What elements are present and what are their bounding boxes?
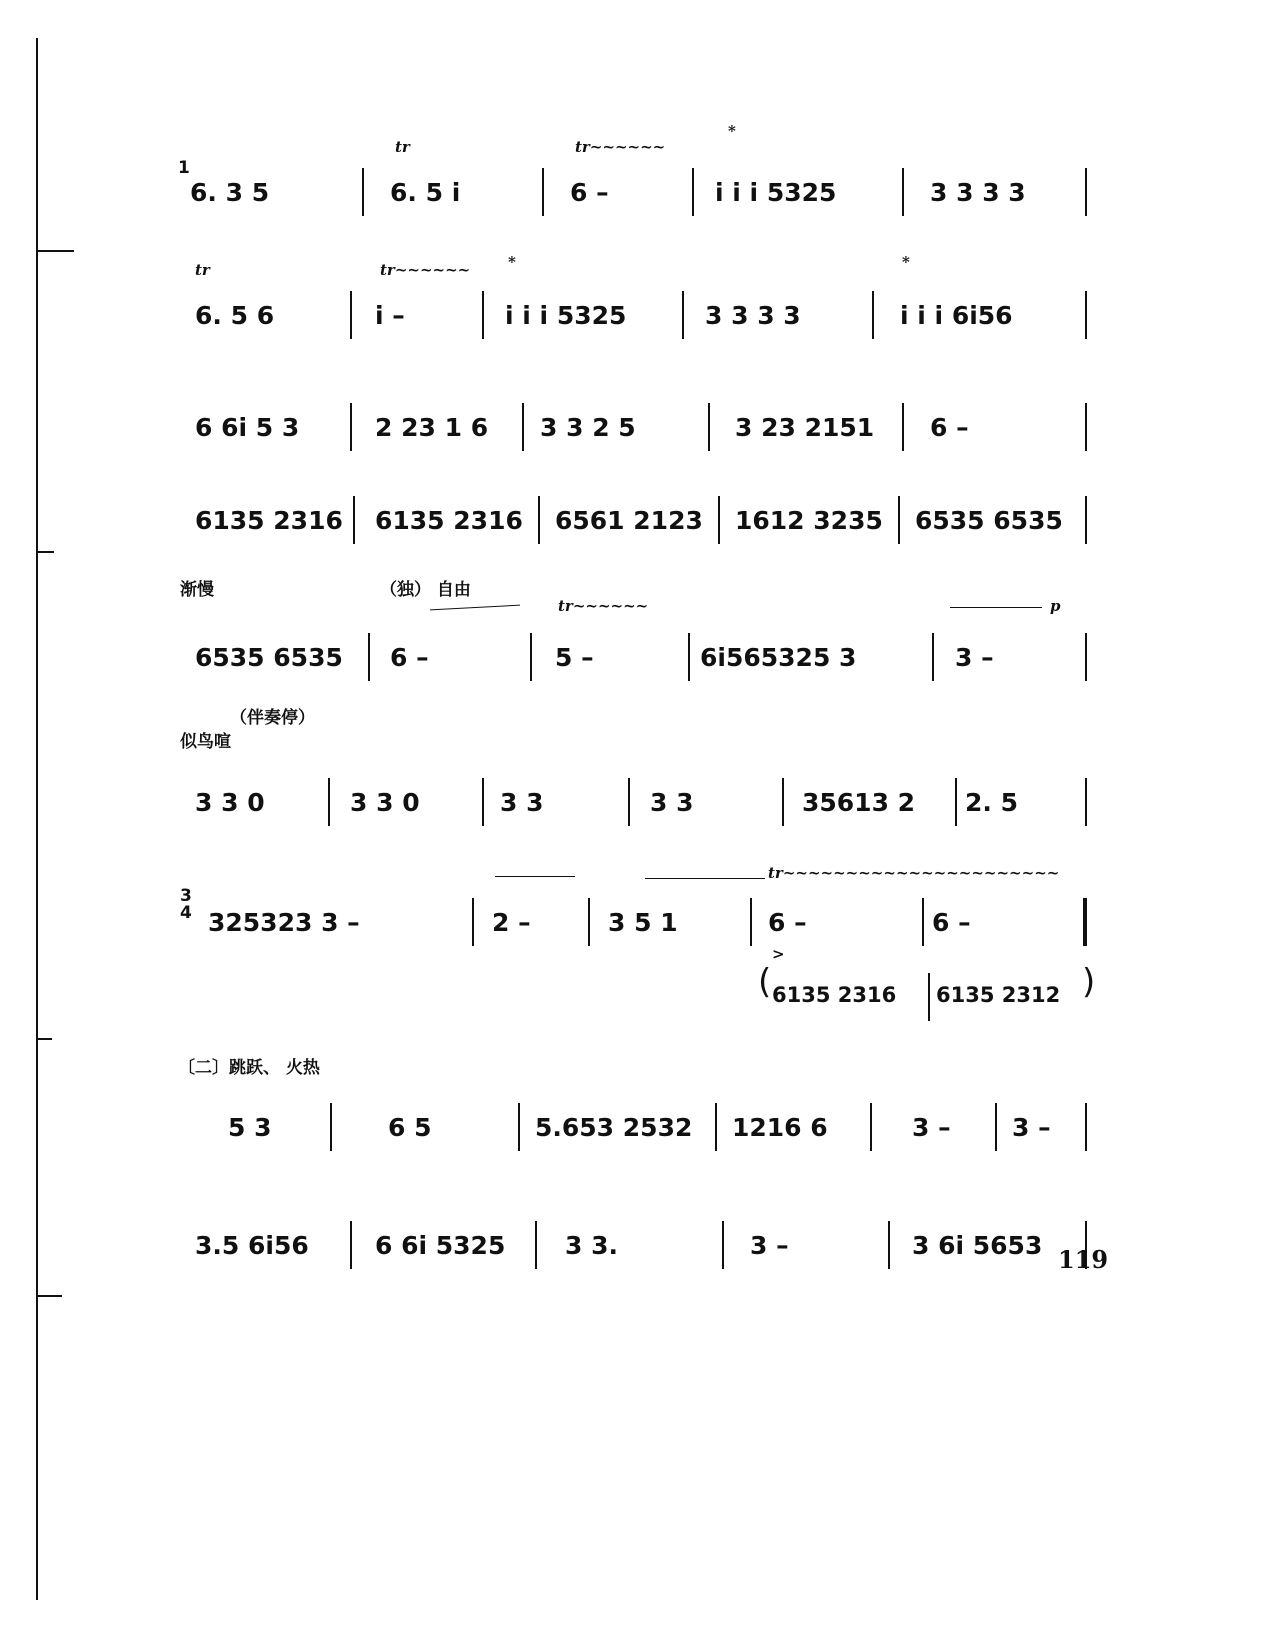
measure: 6535 6535: [195, 643, 343, 672]
measure: 6. 3 5: [190, 178, 270, 207]
measure: 1216 6: [732, 1113, 828, 1142]
staff-row: [190, 488, 1140, 558]
barline: [1085, 403, 1087, 451]
section-heading: 〔二〕跳跃、 火热: [178, 1058, 320, 1078]
barline: [682, 291, 684, 339]
accent-mark: >: [772, 945, 785, 963]
barline: [628, 778, 630, 826]
measure: 6. 5 i: [390, 178, 461, 207]
measure: 325323 3 –: [208, 908, 360, 937]
measure: 6 –: [570, 178, 609, 207]
barline: [482, 778, 484, 826]
measure: 3.5 6i56: [195, 1231, 309, 1260]
measure: 6135 2312: [936, 983, 1061, 1007]
measure: 3 23 2151: [735, 413, 875, 442]
measure: 6 –: [930, 413, 969, 442]
barline: [708, 403, 710, 451]
barline: [522, 403, 524, 451]
trill-mark: tr: [195, 261, 210, 279]
barline: [1085, 633, 1087, 681]
barline: [588, 898, 590, 946]
margin-mark: [38, 551, 54, 553]
decrescendo-hairpin: [950, 607, 1042, 608]
measure: 3 3 2 5: [540, 413, 636, 442]
staff-row: [190, 395, 1140, 465]
measure: 6 5: [388, 1113, 432, 1142]
measure: 3 3: [500, 788, 544, 817]
measure: 3 –: [1012, 1113, 1051, 1142]
grace-note: 1: [178, 158, 190, 178]
measure: 2. 5: [965, 788, 1018, 817]
barline: [782, 778, 784, 826]
barline: [482, 291, 484, 339]
measure: 6 –: [768, 908, 807, 937]
barline: [472, 898, 474, 946]
tempo-marking: 渐慢: [180, 580, 214, 600]
open-paren: (: [758, 962, 772, 1002]
time-signature: [180, 888, 192, 922]
performance-marking: （独） 自由: [380, 580, 471, 600]
barline: [692, 168, 694, 216]
barline: [535, 1221, 537, 1269]
barline: [538, 496, 540, 544]
barline: [955, 778, 957, 826]
barline: [350, 1221, 352, 1269]
measure: 3 3 3 3: [705, 301, 801, 330]
staff-row: [190, 770, 1140, 840]
page-binding-line: [36, 38, 38, 1600]
staff-row: [190, 1095, 1140, 1165]
barline: [718, 496, 720, 544]
decrescendo-hairpin: [430, 605, 520, 611]
barline: [902, 403, 904, 451]
measure: i i i 6i56: [900, 301, 1013, 330]
decrescendo-hairpin: [495, 876, 575, 877]
measure: 3 3 0: [195, 788, 265, 817]
trill-mark: tr~~~~~~: [380, 261, 471, 279]
measure: 5.653 2532: [535, 1113, 693, 1142]
barline: [1083, 898, 1087, 946]
staff-row: [180, 864, 1140, 960]
measure: 6535 6535: [915, 506, 1063, 535]
barline: [518, 1103, 520, 1151]
barline: [898, 496, 900, 544]
staff-row: [190, 945, 1140, 1035]
staff-row: [190, 597, 1140, 695]
barline: [715, 1103, 717, 1151]
barline: [688, 633, 690, 681]
measure: 5 –: [555, 643, 594, 672]
barline: [750, 898, 752, 946]
barline: [995, 1103, 997, 1151]
barline: [722, 1221, 724, 1269]
measure: i –: [375, 301, 405, 330]
measure: 6i565325 3: [700, 643, 857, 672]
measure: 3 –: [750, 1231, 789, 1260]
measure: 5 3: [228, 1113, 272, 1142]
margin-mark: [38, 1295, 62, 1297]
trill-mark: tr~~~~~~: [575, 138, 666, 156]
barline: [1085, 496, 1087, 544]
measure: 3 3 0: [350, 788, 420, 817]
ornament-mark: *: [728, 122, 736, 140]
measure: 6. 5 6: [195, 301, 275, 330]
barline: [902, 168, 904, 216]
page-number: 119: [1058, 1245, 1109, 1274]
expression-marking: 似鸟喧: [180, 732, 231, 752]
measure: i i i 5325: [715, 178, 837, 207]
measure: 6 –: [932, 908, 971, 937]
barline: [368, 633, 370, 681]
barline: [1085, 778, 1087, 826]
measure: 3 3: [650, 788, 694, 817]
measure: 35613 2: [802, 788, 916, 817]
barline: [362, 168, 364, 216]
barline: [872, 291, 874, 339]
barline: [1085, 291, 1087, 339]
measure: 6135 2316: [772, 983, 897, 1007]
measure: 6 6i 5325: [375, 1231, 506, 1260]
measure: 3 5 1: [608, 908, 678, 937]
barline: [330, 1103, 332, 1151]
ornament-mark: *: [508, 253, 516, 271]
measure: 6 6i 5 3: [195, 413, 300, 442]
barline: [1085, 1103, 1087, 1151]
measure: 6 –: [390, 643, 429, 672]
margin-mark: [38, 1038, 52, 1040]
margin-mark: [38, 250, 74, 252]
time-signature-bottom: 4: [180, 903, 192, 923]
barline: [350, 403, 352, 451]
trill-mark: tr~~~~~~~~~~~~~~~~~~~~~~: [768, 864, 1060, 882]
barline: [353, 496, 355, 544]
measure: i i i 5325: [505, 301, 627, 330]
time-signature-top: 3: [180, 886, 192, 906]
trill-mark: tr~~~~~~: [558, 597, 649, 615]
staff-row: [190, 253, 1140, 353]
dynamic-mark: p: [1050, 597, 1061, 615]
close-paren: ): [1082, 962, 1096, 1002]
measure: 6135 2316: [195, 506, 343, 535]
ornament-mark: *: [902, 253, 910, 271]
staff-row: [190, 1213, 1140, 1283]
barline: [328, 778, 330, 826]
barline: [1085, 168, 1087, 216]
measure: 2 –: [492, 908, 531, 937]
decrescendo-hairpin: [645, 878, 765, 879]
barline: [870, 1103, 872, 1151]
measure: 2 23 1 6: [375, 413, 489, 442]
barline: [922, 898, 924, 946]
barline: [928, 973, 930, 1021]
measure: 3 3.: [565, 1231, 618, 1260]
barline: [542, 168, 544, 216]
measure: 3 –: [955, 643, 994, 672]
measure: 1612 3235: [735, 506, 883, 535]
measure: 6561 2123: [555, 506, 703, 535]
accompaniment-note: （伴奏停）: [230, 708, 315, 728]
measure: 6135 2316: [375, 506, 523, 535]
barline: [888, 1221, 890, 1269]
measure: 3 3 3 3: [930, 178, 1026, 207]
measure: 3 –: [912, 1113, 951, 1142]
staff-row: [178, 122, 1140, 230]
measure: 3 6i 5653: [912, 1231, 1043, 1260]
barline: [350, 291, 352, 339]
barline: [530, 633, 532, 681]
trill-mark: tr: [395, 138, 410, 156]
barline: [932, 633, 934, 681]
